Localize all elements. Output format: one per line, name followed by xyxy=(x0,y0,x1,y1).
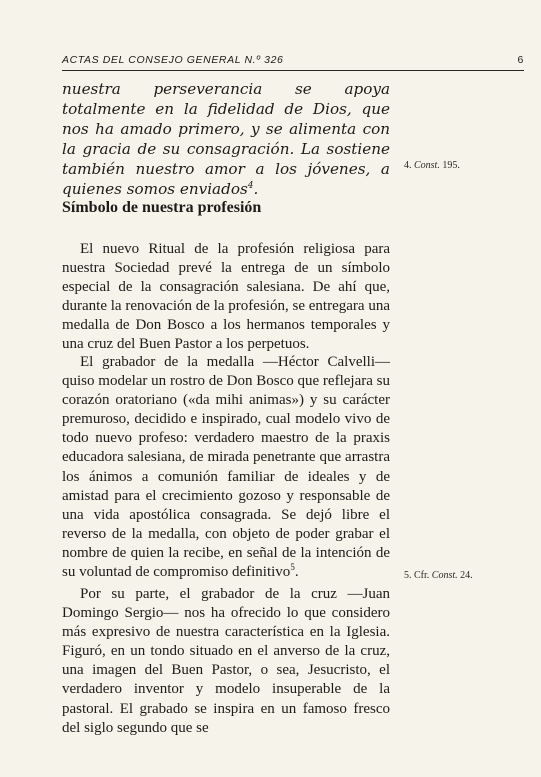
note-4-source: Const. xyxy=(414,160,440,171)
footnote-ref-5: 5 xyxy=(290,562,295,573)
section-heading: Símbolo de nuestra profesión xyxy=(62,199,262,216)
note-5-source: Const. xyxy=(431,570,458,581)
running-header xyxy=(62,52,524,71)
paragraph-3: Por su parte, el grabador de la cruz —Juan Domingo Sergio— nos ha ofrecido lo que considero más expresivo de nuestra característica en la Iglesia. Figuró, en un tondo situado en el anverso de la cruz, una imagen del Buen Pastor, o sea, Jesucristo, el verdadero inventor y modelo insuperable de la pastoral. El grabado se inspira en un famoso fresco del siglo segundo que se xyxy=(62,586,390,736)
note-4-number: 4. xyxy=(404,160,412,171)
note-4-ref: 195. xyxy=(442,160,460,171)
margin-note-5 xyxy=(404,570,524,581)
note-5-prefix: Cfr. xyxy=(414,570,430,581)
paragraph-2-text: El grabador de la medalla —Héctor Calvelli— quiso modelar un rostro de Don Bosco que reflejara su corazón oratoriano («da mihi animas») y su carácter premuroso, decidido e inspirado, cual modelo vivo de todo nuevo profeso: verdadero maestro de la praxis educadora salesiana, de mirada penetrante que arrastra los ánimos a comunión familiar de ideales y de amistad para el crecimiento gozoso y responsable de una vida apostólica consagrada. Se dejó libre el reverso de la medalla, con objeto de poder grabar el nombre de quien la recibe, en señal de la intención de su voluntad de compromiso definitivo xyxy=(62,354,390,581)
note-5-number: 5. xyxy=(404,570,412,581)
paragraph-2: El grabador de la medalla —Héctor Calvelli— quiso modelar un rostro de Don Bosco que reflejara su corazón oratoriano («da mihi animas») y su carácter premuroso, decidido e inspirado, cual modelo vivo de todo nuevo profeso: verdadero maestro de la praxis educadora salesiana, de mirada penetrante que arrastra los ánimos a comunión familiar de ideales y de amistad para el crecimiento gozoso y responsable de una vida apostólica consagrada. Se dejó libre el reverso de la medalla, con objeto de poder grabar el nombre de quien la recibe, en señal de la intención de su voluntad de compromiso definitivo$^5$. xyxy=(62,354,390,581)
intro-text: nuestra perseverancia se apoya totalmente en la fidelidad de Dios, que nos ha amado primero, y se alimenta con la gracia de su consagración. La sostiene también nuestro amor a los jóvenes, a quienes somos enviados xyxy=(62,80,390,198)
header-title: ACTAS DEL CONSEJO GENERAL N.º 326 xyxy=(62,54,284,66)
footnote-ref-4: 4 xyxy=(247,180,254,191)
paragraph-1: El nuevo Ritual de la profesión religiosa para nuestra Sociedad prevé la entrega de un símbolo especial de la consagración salesiana. De ahí que, durante la renovación de la profesión, se entregara una medalla de Don Bosco a los hermanos temporales y una cruz del Buen Pastor a los perpetuos. xyxy=(62,241,390,353)
note-5-ref: 24. xyxy=(460,570,473,581)
intro-paragraph: nuestra perseverancia se apoya totalmente en la fidelidad de Dios, que nos ha amado primero, y se alimenta con la gracia de su consagración. La sostiene también nuestro amor a los jóvenes, a quienes somos enviados$^4$. xyxy=(62,80,390,198)
margin-note-4 xyxy=(404,160,524,171)
page-number: 6 xyxy=(517,54,524,66)
